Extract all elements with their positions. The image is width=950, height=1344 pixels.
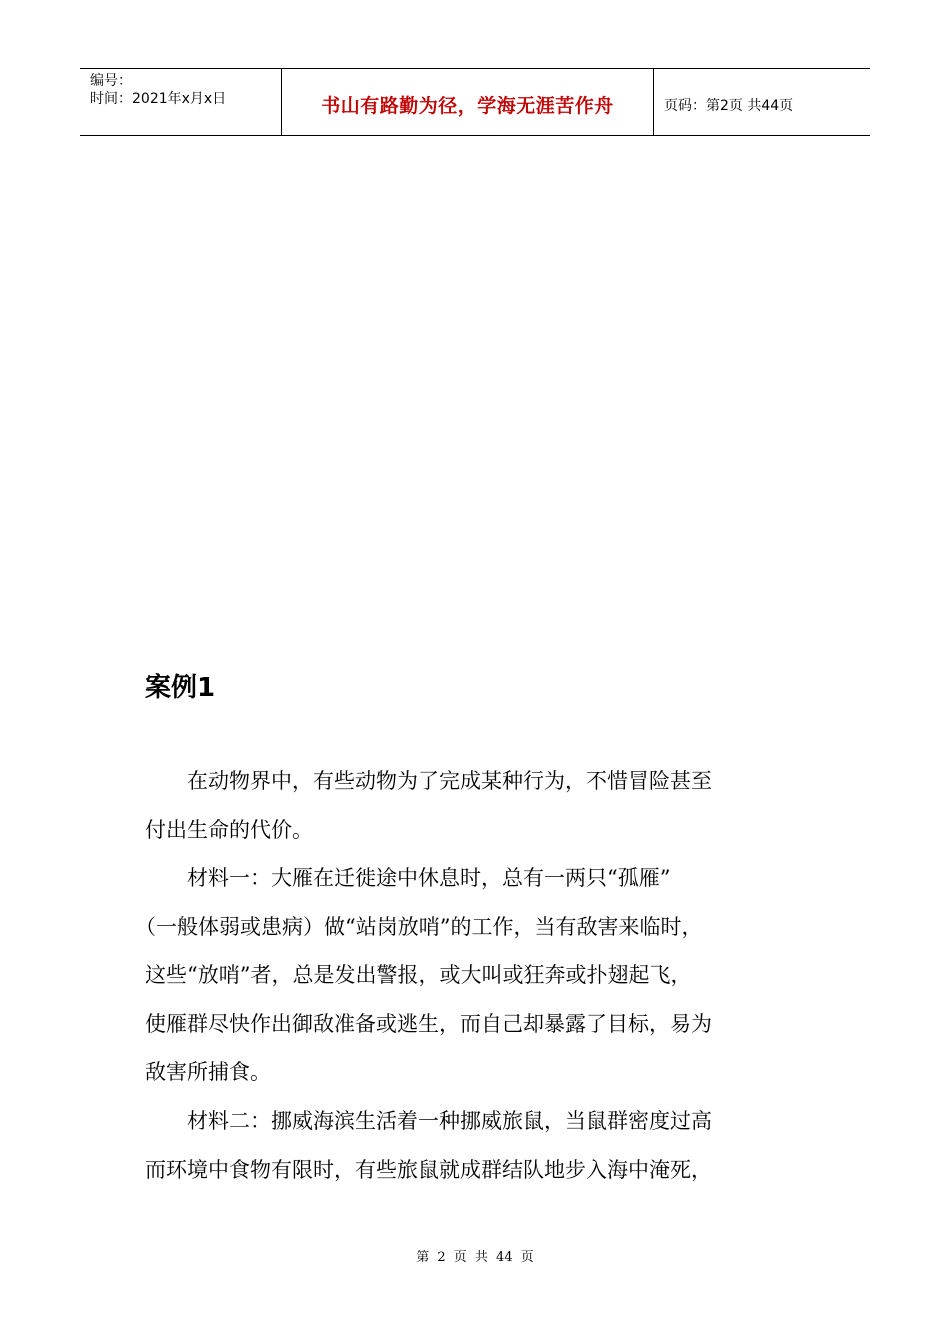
paragraph-line: 在动物界中，有些动物为了完成某种行为，不惜冒险甚至: [145, 769, 712, 793]
paragraph-material-2: [145, 1097, 825, 1194]
paragraph-material-1: [135, 854, 825, 1097]
paragraph-line: （一般体弱或患病）做“站岗放哨”的工作，当有敌害来临时，: [135, 914, 703, 939]
page-info: 页码：第2页 共44页: [664, 98, 794, 114]
paragraph-line: 材料二：挪威海滨生活着一种挪威旅鼠，当鼠群密度过高: [145, 1109, 712, 1133]
header-table: [80, 68, 870, 136]
motto: 书山有路勤为径，学海无涯苦作舟: [321, 95, 614, 117]
paragraph-line: 敌害所捕食。: [145, 1060, 271, 1084]
case-title: 案例1: [145, 673, 216, 703]
time-label: 时间：2021年x月x日: [90, 91, 227, 107]
paragraph-line: 这些“放哨”者，总是发出警报，或大叫或狂奔或扑翅起飞，: [145, 963, 692, 987]
header-middle-cell: [281, 69, 654, 135]
paragraph-line: 材料一：大雁在迁徙途中休息时，总有一两只“孤雁”: [145, 866, 671, 890]
header-left-cell: [80, 69, 281, 135]
paragraph-line: 而环境中食物有限时，有些旅鼠就成群结队地步入海中淹死，: [145, 1157, 712, 1182]
header-right-cell: [654, 69, 870, 135]
paragraph-line: 付出生命的代价。: [145, 817, 313, 842]
paragraph-intro: [145, 757, 825, 854]
page-footer: 第 2 页 共 44 页: [416, 1250, 534, 1265]
paragraph-line: 使雁群尽快作出御敌准备或逃生，而自己却暴露了目标，易为: [145, 1011, 712, 1036]
number-label: 编号：: [90, 73, 132, 89]
